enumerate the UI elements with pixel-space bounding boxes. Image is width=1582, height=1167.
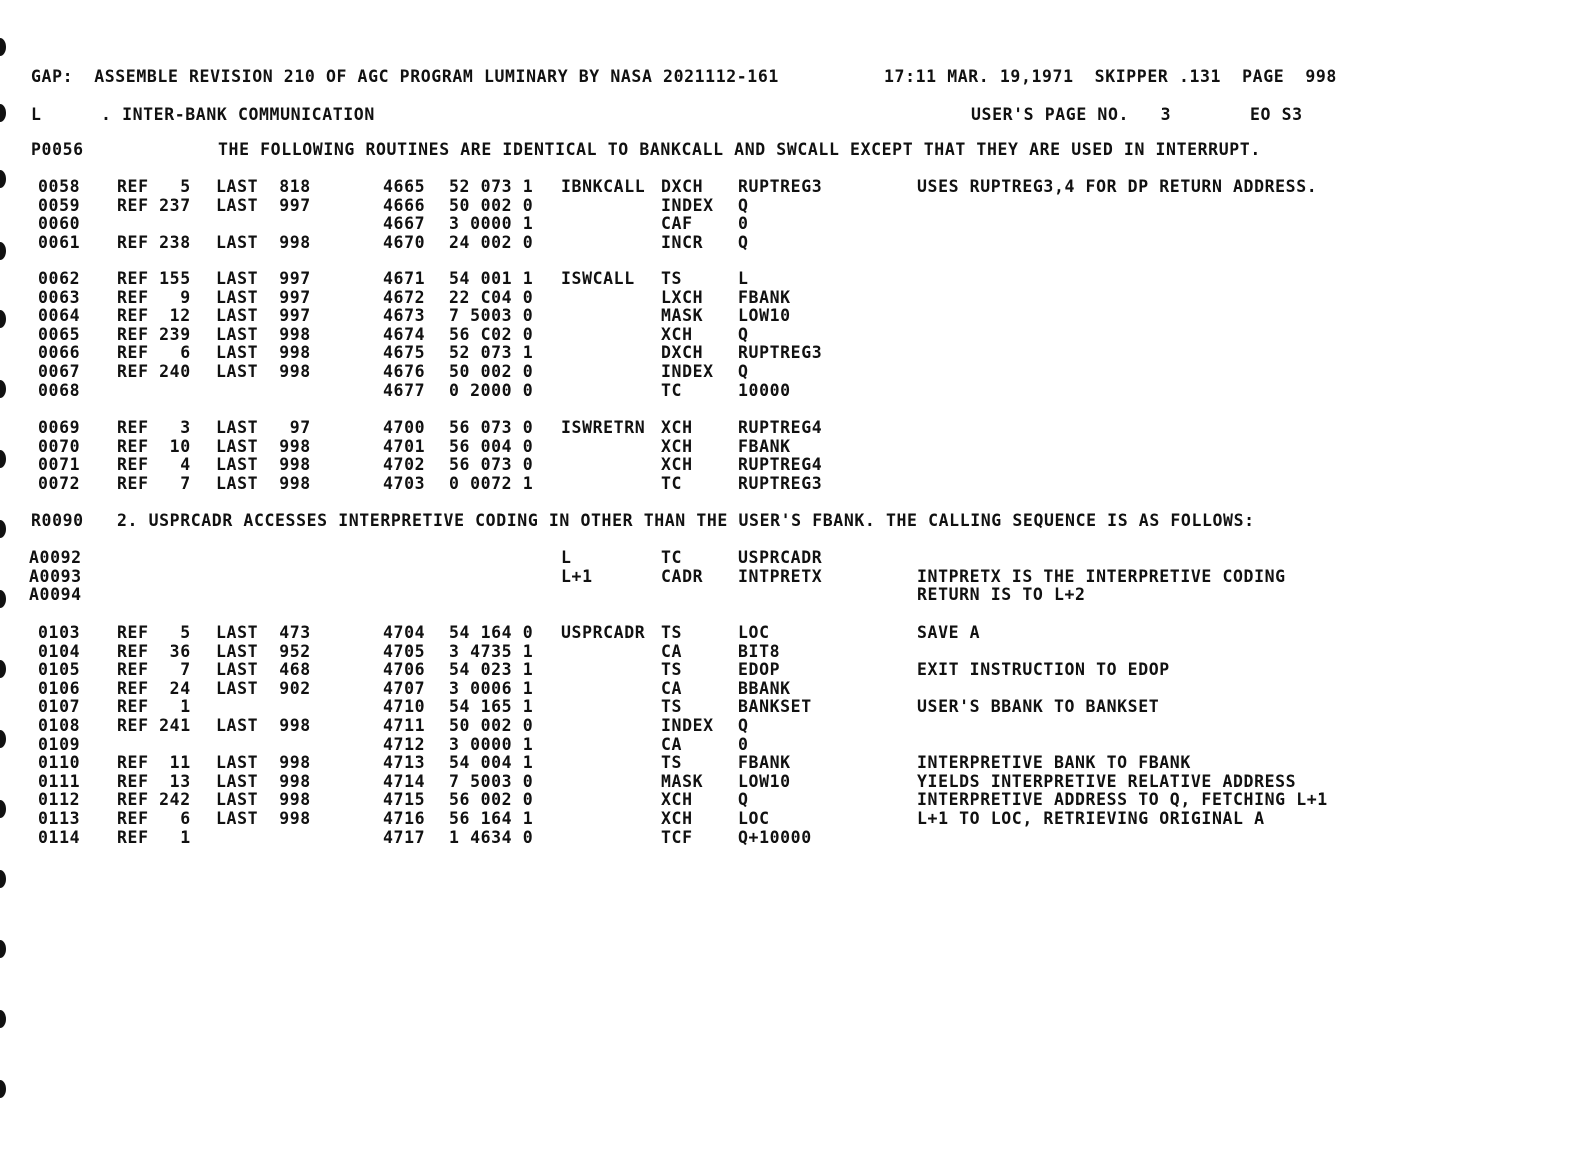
comment-text: THE FOLLOWING ROUTINES ARE IDENTICAL TO BANKCALL AND SWCALL EXCEPT THAT THEY ARE USED IN INTERRUPT. (218, 140, 1261, 159)
cell-addr: 4676 (383, 362, 426, 381)
sprocket-holes (0, 0, 10, 1167)
cell-line: 0103 (38, 623, 81, 642)
cell-operand: RUPTREG3 (738, 177, 823, 196)
cell-line: 0067 (38, 362, 81, 381)
cell-operand: FBANK (738, 753, 791, 773)
cell-op: XCH (661, 809, 693, 828)
cell-ref: REF 239 (117, 324, 191, 344)
cell-last: LAST 998 (216, 771, 311, 791)
cell-addr: 4665 (383, 177, 426, 196)
sprocket-hole (0, 1010, 6, 1028)
cell-line: A0093 (29, 566, 82, 586)
sprocket-hole (0, 870, 6, 888)
cell-ref: REF 241 (117, 716, 191, 735)
cell-addr: 4666 (383, 195, 426, 215)
cell-last: LAST 818 (216, 177, 311, 196)
cell-last: LAST 997 (216, 287, 311, 307)
cell-line: 0114 (38, 827, 81, 847)
cell-op: DXCH (661, 177, 704, 196)
cell-line: 0066 (38, 343, 81, 363)
sprocket-hole (0, 940, 6, 958)
cell-comment: USES RUPTREG3,4 FOR DP RETURN ADDRESS. (917, 177, 1318, 196)
cell-ref: REF 242 (117, 790, 191, 810)
cell-line: 0059 (38, 195, 81, 215)
cell-op: MASK (661, 306, 704, 326)
cell-op: TS (661, 623, 683, 642)
cell-comment: SAVE A (917, 623, 981, 642)
cell-line: 0070 (38, 436, 81, 456)
cell-operand: EDOP (738, 660, 781, 680)
cell-code: 54 023 1 (449, 660, 534, 680)
sprocket-hole (0, 170, 6, 188)
cell-addr: 4672 (383, 287, 426, 307)
cell-ref: REF 155 (117, 269, 191, 288)
cell-addr: 4704 (383, 623, 426, 642)
cell-label: USPRCADR (561, 623, 646, 642)
cell-addr: 4711 (383, 716, 426, 735)
cell-addr: 4671 (383, 269, 426, 288)
cell-op: XCH (661, 790, 693, 810)
cell-code: 56 073 0 (449, 455, 534, 475)
cell-line: 0072 (38, 473, 81, 493)
cell-operand: 0 (738, 734, 749, 754)
cell-last: LAST 998 (216, 473, 311, 493)
cell-op: MASK (661, 771, 704, 791)
cell-addr: 4700 (383, 418, 426, 437)
cell-ref: REF 238 (117, 232, 191, 252)
cell-code: 56 002 0 (449, 790, 534, 810)
cell-ref: REF 7 (117, 660, 191, 680)
sprocket-hole (0, 310, 6, 328)
sprocket-hole (0, 380, 6, 398)
cell-last: LAST 998 (216, 362, 311, 381)
cell-last: LAST 998 (216, 343, 311, 363)
cell-op: CA (661, 641, 683, 661)
cell-label: ISWRETRN (561, 418, 646, 437)
cell-op: TS (661, 697, 683, 717)
cell-addr: 4674 (383, 324, 426, 344)
cell-code: 52 073 1 (449, 343, 534, 363)
cell-code: 3 4735 1 (449, 641, 534, 661)
cell-code: 3 0000 1 (449, 734, 534, 754)
cell-operand: 0 (738, 214, 749, 234)
cell-code: 56 C02 0 (449, 324, 534, 344)
cell-last: LAST 998 (216, 232, 311, 252)
cell-op: INCR (661, 232, 704, 252)
cell-op: XCH (661, 436, 693, 456)
cell-operand: Q (738, 232, 749, 252)
cell-code: 7 5003 0 (449, 771, 534, 791)
cell-operand: LOW10 (738, 306, 791, 326)
cell-line: 0108 (38, 716, 81, 735)
cell-code: 1 4634 0 (449, 827, 534, 847)
cell-line: A0092 (29, 548, 82, 567)
cell-code: 56 164 1 (449, 809, 534, 828)
cell-ref: REF 240 (117, 362, 191, 381)
cell-code: 52 073 1 (449, 177, 534, 196)
cell-line: 0110 (38, 753, 81, 773)
cell-line: 0111 (38, 771, 81, 791)
cell-line: 0069 (38, 418, 81, 437)
cell-op: TC (661, 473, 683, 493)
cell-addr: 4702 (383, 455, 426, 475)
cell-addr: 4667 (383, 214, 426, 234)
cell-addr: 4710 (383, 697, 426, 717)
cell-op: XCH (661, 455, 693, 475)
cell-last: LAST 998 (216, 753, 311, 773)
cell-addr: 4712 (383, 734, 426, 754)
cell-op: XCH (661, 324, 693, 344)
cell-op: CADR (661, 566, 704, 586)
cell-code: 56 004 0 (449, 436, 534, 456)
cell-operand: Q (738, 195, 749, 215)
cell-ref: REF 3 (117, 418, 191, 437)
user-page-number: USER'S PAGE NO. 3 (971, 105, 1172, 124)
cell-ref: REF 7 (117, 473, 191, 493)
cell-ref: REF 13 (117, 771, 191, 791)
sprocket-hole (0, 660, 6, 678)
cell-operand: Q (738, 790, 749, 810)
cell-op: INDEX (661, 716, 714, 735)
cell-code: 7 5003 0 (449, 306, 534, 326)
cell-op: INDEX (661, 362, 714, 381)
cell-operand: LOC (738, 623, 770, 642)
cell-ref: REF 6 (117, 343, 191, 363)
cell-last: LAST 998 (216, 455, 311, 475)
cell-op: TC (661, 548, 683, 567)
cell-line: 0113 (38, 809, 81, 828)
cell-op: CA (661, 734, 683, 754)
cell-op: INDEX (661, 195, 714, 215)
cell-last: LAST 473 (216, 623, 311, 642)
cell-operand: Q+10000 (738, 827, 812, 847)
cell-code: 22 C04 0 (449, 287, 534, 307)
cell-line: 0064 (38, 306, 81, 326)
cell-last: LAST 997 (216, 306, 311, 326)
cell-last: LAST 998 (216, 809, 311, 828)
cell-addr: 4701 (383, 436, 426, 456)
sprocket-hole (0, 1080, 6, 1098)
cell-line: 0109 (38, 734, 81, 754)
cell-label: L (561, 548, 572, 567)
cell-addr: 4717 (383, 827, 426, 847)
cell-line: A0094 (29, 585, 82, 605)
comment-id: P0056 (31, 140, 84, 159)
cell-code: 54 165 1 (449, 697, 534, 717)
cell-comment: L+1 TO LOC, RETRIEVING ORIGINAL A (917, 809, 1265, 828)
cell-operand: 10000 (738, 380, 791, 400)
page-ref: EO S3 (1250, 105, 1303, 124)
cell-operand: USPRCADR (738, 548, 823, 567)
cell-ref: REF 6 (117, 809, 191, 828)
cell-line: 0061 (38, 232, 81, 252)
cell-last: LAST 468 (216, 660, 311, 680)
cell-last: LAST 997 (216, 269, 311, 288)
comment-text: 2. USPRCADR ACCESSES INTERPRETIVE CODING IN OTHER THAN THE USER'S FBANK. THE CALLING SEQUENCE IS AS FOLLOWS: (117, 511, 1255, 530)
cell-operand: FBANK (738, 287, 791, 307)
cell-line: 0105 (38, 660, 81, 680)
cell-addr: 4705 (383, 641, 426, 661)
cell-last: LAST 902 (216, 678, 311, 698)
cell-label: ISWCALL (561, 269, 635, 288)
cell-line: 0106 (38, 678, 81, 698)
sprocket-hole (0, 38, 6, 56)
sprocket-hole (0, 104, 6, 122)
cell-op: TC (661, 380, 683, 400)
cell-addr: 4673 (383, 306, 426, 326)
cell-ref: REF 5 (117, 177, 191, 196)
subheader-marker: L (31, 105, 42, 124)
cell-ref: REF 237 (117, 195, 191, 215)
cell-label: L+1 (561, 566, 593, 586)
cell-code: 50 002 0 (449, 195, 534, 215)
cell-op: DXCH (661, 343, 704, 363)
cell-operand: BBANK (738, 678, 791, 698)
cell-ref: REF 36 (117, 641, 191, 661)
sprocket-hole (0, 520, 6, 538)
cell-ref: REF 24 (117, 678, 191, 698)
cell-last: LAST 97 (216, 418, 311, 437)
cell-code: 50 002 0 (449, 716, 534, 735)
section-title: . INTER-BANK COMMUNICATION (101, 105, 375, 124)
cell-operand: LOC (738, 809, 770, 828)
cell-comment: INTPRETX IS THE INTERPRETIVE CODING (917, 566, 1286, 586)
cell-operand: Q (738, 362, 749, 381)
cell-addr: 4706 (383, 660, 426, 680)
cell-line: 0068 (38, 380, 81, 400)
header-right: 17:11 MAR. 19,1971 SKIPPER .131 PAGE 998 (884, 67, 1337, 86)
cell-line: 0112 (38, 790, 81, 810)
cell-op: CA (661, 678, 683, 698)
cell-operand: INTPRETX (738, 566, 823, 586)
cell-operand: RUPTREG3 (738, 343, 823, 363)
cell-operand: Q (738, 324, 749, 344)
cell-line: 0065 (38, 324, 81, 344)
cell-code: 56 073 0 (449, 418, 534, 437)
cell-label: IBNKCALL (561, 177, 646, 196)
cell-ref: REF 12 (117, 306, 191, 326)
cell-addr: 4715 (383, 790, 426, 810)
cell-comment: INTERPRETIVE ADDRESS TO Q, FETCHING L+1 (917, 790, 1328, 810)
cell-code: 3 0000 1 (449, 214, 534, 234)
cell-ref: REF 9 (117, 287, 191, 307)
cell-code: 0 0072 1 (449, 473, 534, 493)
cell-op: TCF (661, 827, 693, 847)
cell-addr: 4670 (383, 232, 426, 252)
cell-line: 0107 (38, 697, 81, 717)
cell-comment: YIELDS INTERPRETIVE RELATIVE ADDRESS (917, 771, 1297, 791)
cell-operand: RUPTREG4 (738, 455, 823, 475)
sprocket-hole (0, 800, 6, 818)
cell-operand: Q (738, 716, 749, 735)
sprocket-hole (0, 450, 6, 468)
cell-line: 0062 (38, 269, 81, 288)
cell-comment: RETURN IS TO L+2 (917, 585, 1086, 605)
cell-last: LAST 997 (216, 195, 311, 215)
cell-code: 3 0006 1 (449, 678, 534, 698)
cell-last: LAST 998 (216, 790, 311, 810)
cell-operand: FBANK (738, 436, 791, 456)
cell-addr: 4714 (383, 771, 426, 791)
cell-op: XCH (661, 418, 693, 437)
cell-last: LAST 952 (216, 641, 311, 661)
cell-ref: REF 4 (117, 455, 191, 475)
cell-comment: EXIT INSTRUCTION TO EDOP (917, 660, 1170, 680)
cell-op: CAF (661, 214, 693, 234)
cell-operand: LOW10 (738, 771, 791, 791)
cell-ref: REF 5 (117, 623, 191, 642)
cell-op: TS (661, 269, 683, 288)
sprocket-hole (0, 730, 6, 748)
cell-line: 0060 (38, 214, 81, 234)
cell-code: 54 164 0 (449, 623, 534, 642)
cell-comment: INTERPRETIVE BANK TO FBANK (917, 753, 1191, 773)
cell-addr: 4703 (383, 473, 426, 493)
cell-code: 0 2000 0 (449, 380, 534, 400)
cell-addr: 4675 (383, 343, 426, 363)
cell-operand: RUPTREG4 (738, 418, 823, 437)
cell-line: 0104 (38, 641, 81, 661)
sprocket-hole (0, 590, 6, 608)
cell-line: 0071 (38, 455, 81, 475)
cell-operand: BIT8 (738, 641, 781, 661)
cell-last: LAST 998 (216, 324, 311, 344)
cell-operand: BANKSET (738, 697, 812, 717)
cell-operand: RUPTREG3 (738, 473, 823, 493)
cell-addr: 4677 (383, 380, 426, 400)
cell-line: 0063 (38, 287, 81, 307)
cell-ref: REF 10 (117, 436, 191, 456)
cell-code: 50 002 0 (449, 362, 534, 381)
cell-op: TS (661, 753, 683, 773)
cell-code: 54 001 1 (449, 269, 534, 288)
cell-addr: 4707 (383, 678, 426, 698)
cell-op: TS (661, 660, 683, 680)
cell-ref: REF 11 (117, 753, 191, 773)
comment-id: R0090 (31, 511, 84, 530)
cell-code: 54 004 1 (449, 753, 534, 773)
cell-operand: L (738, 269, 749, 288)
cell-code: 24 002 0 (449, 232, 534, 252)
cell-line: 0058 (38, 177, 81, 196)
cell-addr: 4713 (383, 753, 426, 773)
cell-ref: REF 1 (117, 697, 191, 717)
sprocket-hole (0, 242, 6, 260)
cell-op: LXCH (661, 287, 704, 307)
header-left: GAP: ASSEMBLE REVISION 210 OF AGC PROGRAM LUMINARY BY NASA 2021112-161 (31, 67, 779, 86)
cell-comment: USER'S BBANK TO BANKSET (917, 697, 1160, 717)
cell-addr: 4716 (383, 809, 426, 828)
cell-ref: REF 1 (117, 827, 191, 847)
cell-last: LAST 998 (216, 436, 311, 456)
cell-last: LAST 998 (216, 716, 311, 735)
